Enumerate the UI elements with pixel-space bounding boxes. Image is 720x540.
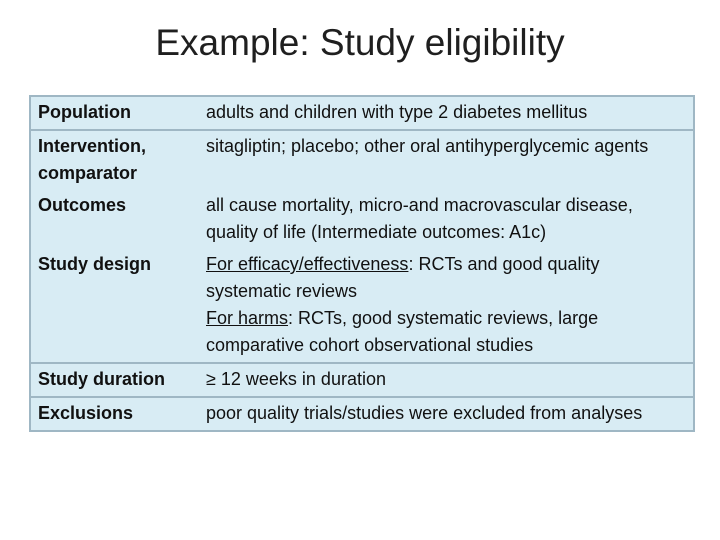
eligibility-table [29, 95, 695, 432]
slide-title: Example: Study eligibility [155, 22, 565, 63]
row-label-outcomes: Outcomes [30, 190, 199, 249]
row-label-intervention: Intervention, comparator [30, 130, 199, 190]
row-value-study-design [199, 249, 694, 363]
row-label-population: Population [30, 96, 199, 130]
harms-heading: For harms [206, 308, 289, 328]
table-row [30, 249, 694, 363]
table-row [30, 190, 694, 249]
row-label-exclusions: Exclusions [30, 397, 199, 431]
row-value-exclusions: poor quality trials/studies were excluded from analyses [199, 397, 694, 431]
table-row [30, 397, 694, 431]
efficacy-heading: For efficacy/effectiveness [206, 254, 409, 274]
harms-text: : RCTs, good systematic reviews, large comparative cohort observational studies [206, 308, 599, 355]
efficacy-text: : RCTs and good quality systematic reviews [206, 254, 600, 301]
table-row [30, 363, 694, 397]
row-value-population: adults and children with type 2 diabetes mellitus [199, 96, 694, 130]
row-label-study-duration: Study duration [30, 363, 199, 397]
row-value-outcomes: all cause mortality, micro-and macrovascular disease, quality of life (Intermediate outcomes: A1c) [199, 190, 694, 249]
table-row [30, 96, 694, 130]
table-row [30, 130, 694, 190]
row-value-study-duration: ≥ 12 weeks in duration [199, 363, 694, 397]
row-label-study-design: Study design [30, 249, 199, 363]
row-value-intervention: sitagliptin; placebo; other oral antihyperglycemic agents [199, 130, 694, 190]
